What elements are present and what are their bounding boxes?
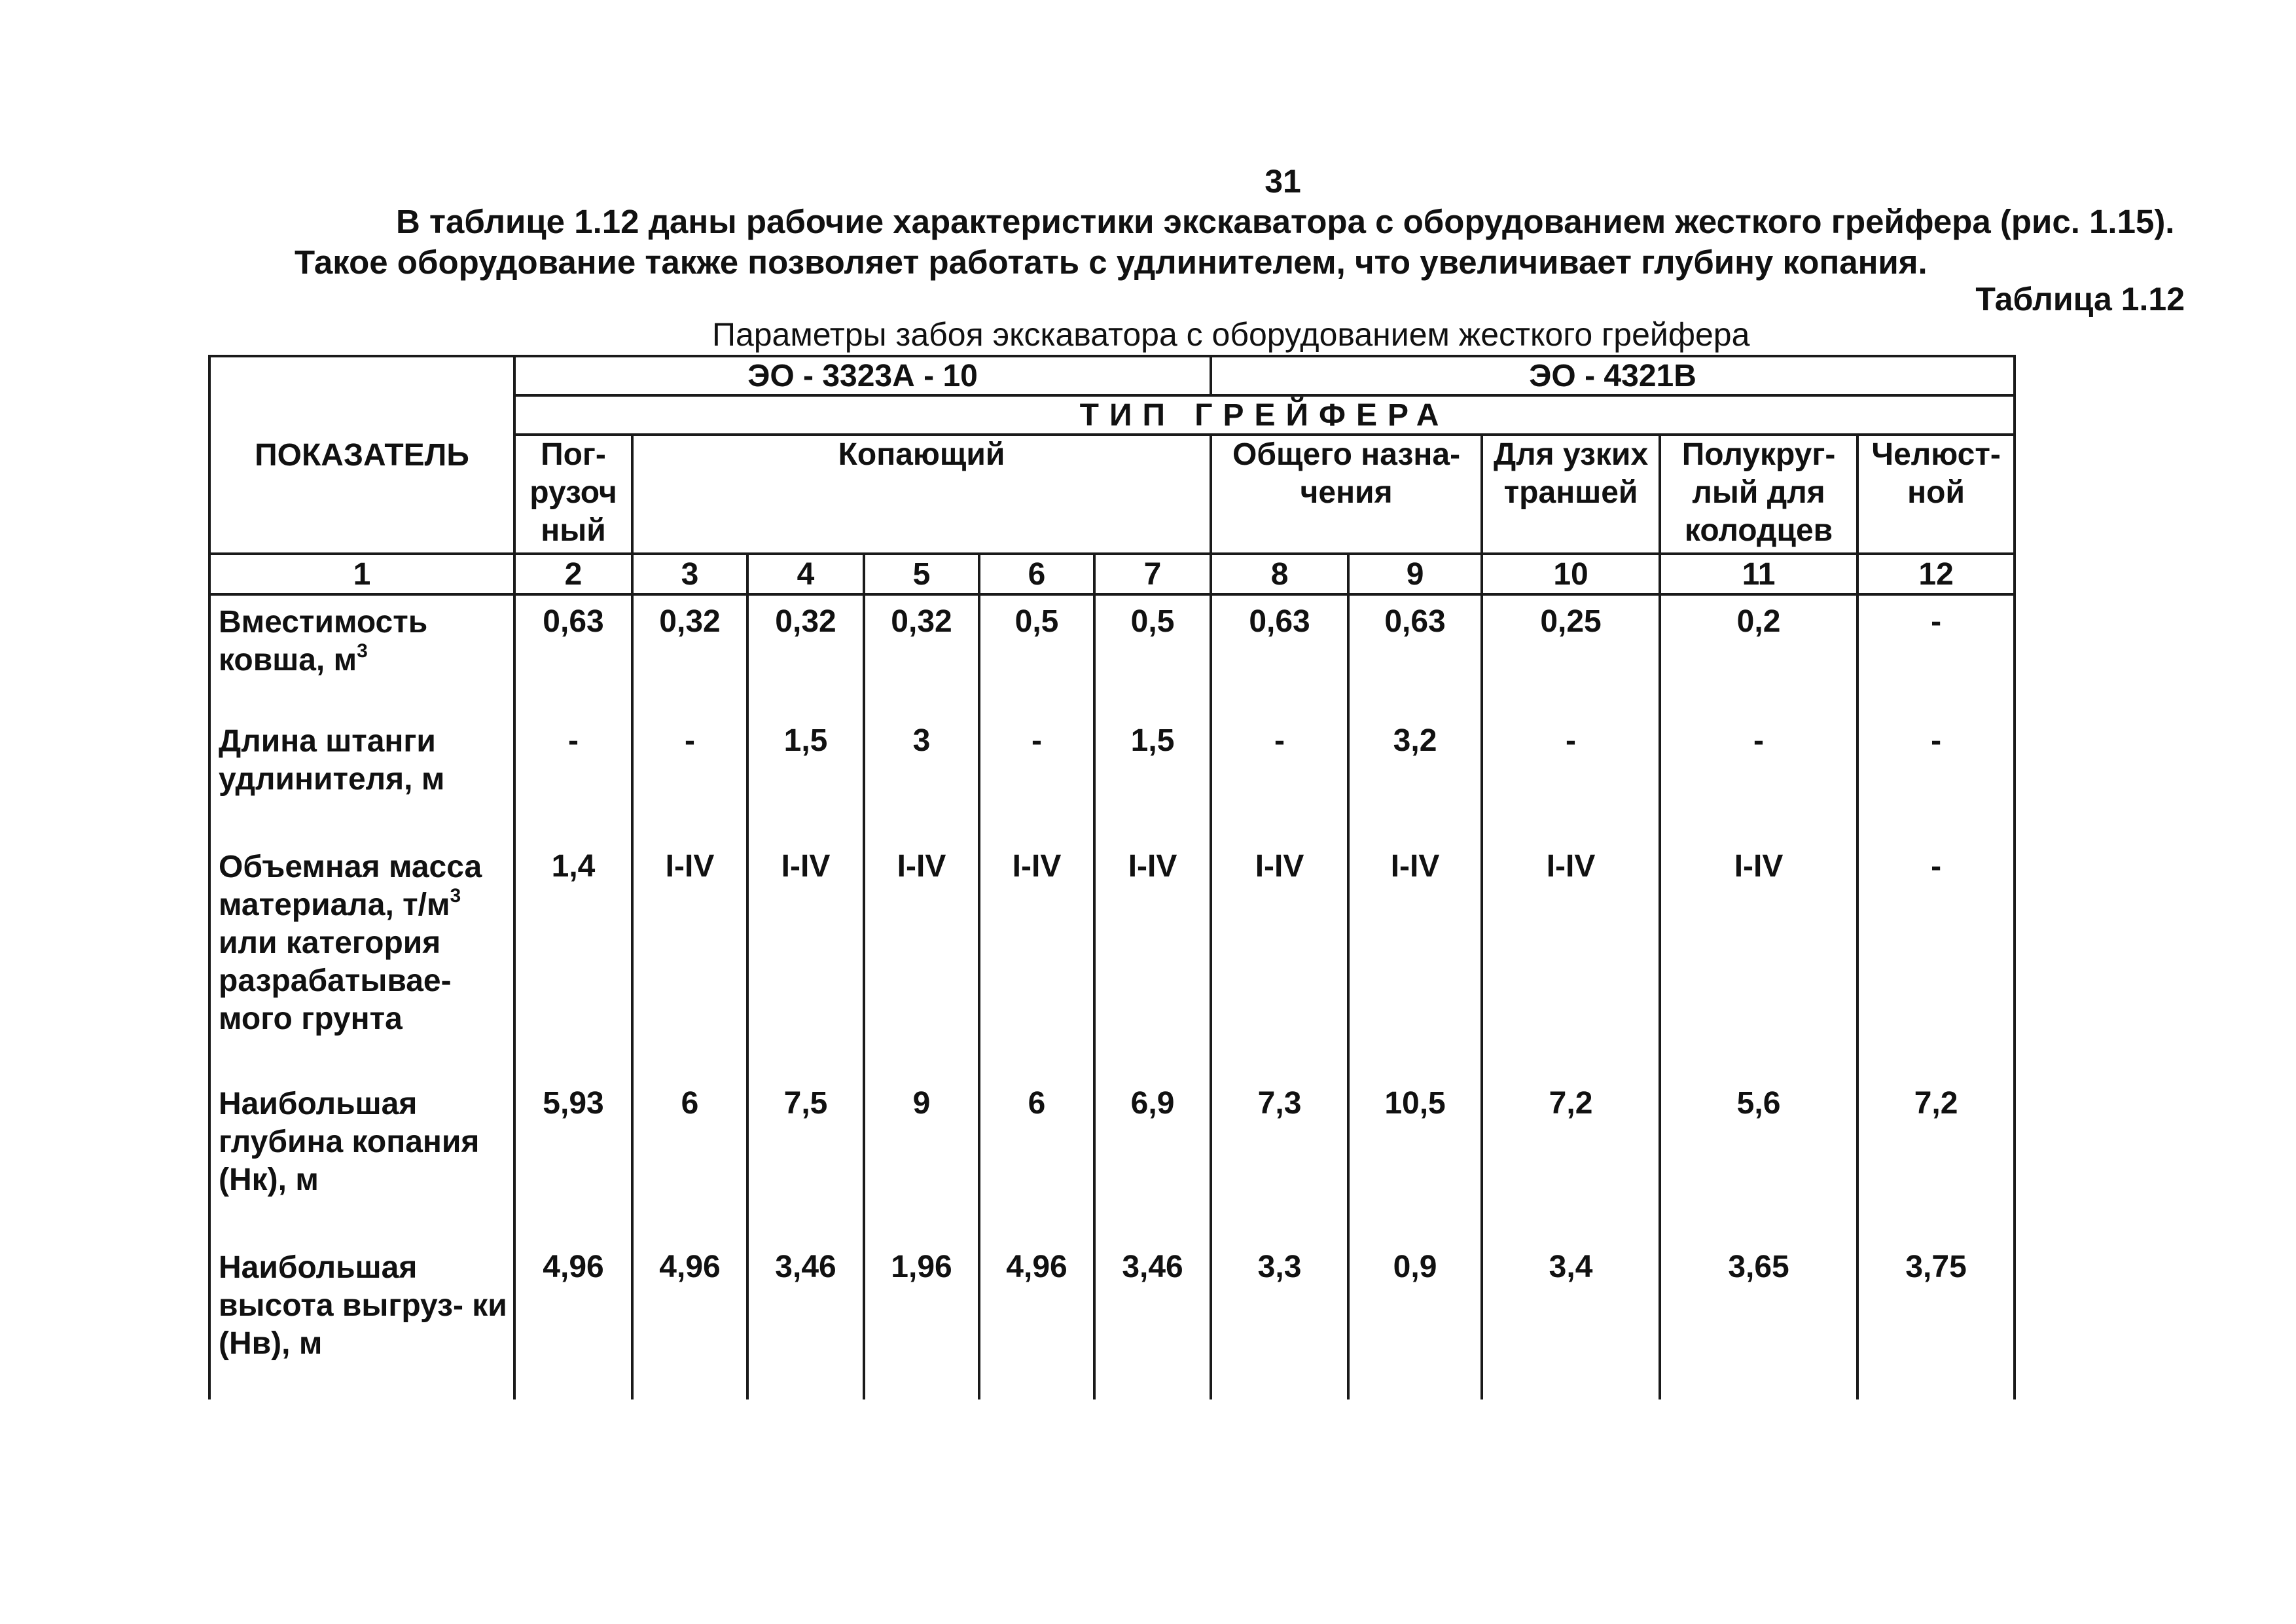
table-cell: 1,5 (1094, 715, 1211, 840)
indicator-header: ПОКАЗАТЕЛЬ (209, 356, 514, 554)
grab-type-semicircular: Полукруг- лый для колодцев (1660, 435, 1857, 554)
table-cell: 0,32 (747, 594, 864, 715)
model-header-eo3323: ЭО - 3323А - 10 (514, 356, 1211, 395)
table-cell: I-IV (1094, 840, 1211, 1077)
column-number: 2 (514, 554, 632, 594)
table-cell: I-IV (1348, 840, 1482, 1077)
table-cell: 0,63 (1348, 594, 1482, 715)
grab-type-narrow: Для узких траншей (1482, 435, 1660, 554)
column-number: 3 (632, 554, 747, 594)
table-cell: - (514, 715, 632, 840)
column-number: 6 (979, 554, 1094, 594)
table-label: Таблица 1.12 (1975, 281, 2185, 317)
table-cell: 7,2 (1857, 1077, 2015, 1241)
table-cell: 0,5 (979, 594, 1094, 715)
table-cell: I-IV (632, 840, 747, 1077)
row-label: Вместимость ковша, $м^3$ (209, 594, 514, 715)
model-header-eo4321: ЭО - 4321В (1211, 356, 2015, 395)
column-number: 9 (1348, 554, 1482, 594)
table-cell: 1,4 (514, 840, 632, 1077)
row-label: Наибольшая глубина копания (Нк), м (209, 1077, 514, 1241)
column-number: 5 (864, 554, 979, 594)
table-cell: 6 (632, 1077, 747, 1241)
table-cell: 9 (864, 1077, 979, 1241)
table-cell: 3,65 (1660, 1241, 1857, 1399)
intro-paragraph (196, 202, 2199, 283)
page-number: 31 (1265, 163, 1301, 200)
column-number: 12 (1857, 554, 2015, 594)
table-cell: 6,9 (1094, 1077, 1211, 1241)
table-caption: Параметры забоя экскаватора с оборудованием жесткого грейфера (712, 316, 1750, 353)
table-row (209, 840, 2015, 1077)
table-row (209, 715, 2015, 840)
table-cell: 3,4 (1482, 1241, 1660, 1399)
table-cell: 7,2 (1482, 1077, 1660, 1241)
column-number: 10 (1482, 554, 1660, 594)
column-number: 4 (747, 554, 864, 594)
grab-type-general: Общего назна- чения (1211, 435, 1482, 554)
table-cell: 0,63 (514, 594, 632, 715)
table-cell: 0,5 (1094, 594, 1211, 715)
table-cell: 3,2 (1348, 715, 1482, 840)
table-row (209, 1241, 2015, 1399)
intro-line-2: Такое оборудование также позволяет работать с удлинителем, что увеличивает глубину копания. (295, 244, 1928, 281)
table-cell: 5,93 (514, 1077, 632, 1241)
table-cell: - (632, 715, 747, 840)
column-number: 8 (1211, 554, 1348, 594)
table-row (209, 594, 2015, 715)
grab-type-digging: Копающий (632, 435, 1211, 554)
table-cell: 1,5 (747, 715, 864, 840)
column-number: 7 (1094, 554, 1211, 594)
table-cell: 1,96 (864, 1241, 979, 1399)
table-cell: 0,2 (1660, 594, 1857, 715)
table-cell: 0,32 (632, 594, 747, 715)
column-number: 11 (1660, 554, 1857, 594)
column-number: 1 (209, 554, 514, 594)
table-cell: 7,5 (747, 1077, 864, 1241)
table-cell: - (1857, 840, 2015, 1077)
table-cell: 4,96 (979, 1241, 1094, 1399)
row-label: Объемная масса материала, $т/м^3$ или категория разрабатывае- мого грунта (209, 840, 514, 1077)
table-cell: 0,9 (1348, 1241, 1482, 1399)
intro-line-1: В таблице 1.12 даны рабочие характеристики экскаватора с оборудованием жесткого грейфера (рис. 1.15). (396, 203, 2175, 240)
grab-type-header: ТИП ГРЕЙФЕРА (514, 395, 2015, 435)
row-label: Наибольшая высота выгруз- ки (Нв), м (209, 1241, 514, 1399)
table-cell: I-IV (1482, 840, 1660, 1077)
table-cell: I-IV (1211, 840, 1348, 1077)
table-cell: 3,75 (1857, 1241, 2015, 1399)
table-cell: 7,3 (1211, 1077, 1348, 1241)
table-cell: - (979, 715, 1094, 840)
parameters-table (208, 355, 2016, 1399)
table-cell: 3 (864, 715, 979, 840)
table-cell: I-IV (1660, 840, 1857, 1077)
table-cell: 3,46 (747, 1241, 864, 1399)
grab-type-loading: Пог- рузоч ный (514, 435, 632, 554)
table-cell: - (1857, 594, 2015, 715)
table-cell: 6 (979, 1077, 1094, 1241)
table-row (209, 1077, 2015, 1241)
table-cell: 0,63 (1211, 594, 1348, 715)
table-cell: 3,46 (1094, 1241, 1211, 1399)
table-cell: I-IV (979, 840, 1094, 1077)
table-cell: 3,3 (1211, 1241, 1348, 1399)
grab-type-jaw: Челюст- ной (1857, 435, 2015, 554)
table-cell: 0,32 (864, 594, 979, 715)
table-cell: - (1482, 715, 1660, 840)
row-label: Длина штанги удлинителя, м (209, 715, 514, 840)
table-cell: 5,6 (1660, 1077, 1857, 1241)
table-cell: 4,96 (632, 1241, 747, 1399)
table-cell: 0,25 (1482, 594, 1660, 715)
table-cell: 10,5 (1348, 1077, 1482, 1241)
table-cell: I-IV (747, 840, 864, 1077)
table-cell: 4,96 (514, 1241, 632, 1399)
table-cell: - (1660, 715, 1857, 840)
table-cell: - (1211, 715, 1348, 840)
table-cell: - (1857, 715, 2015, 840)
table-cell: I-IV (864, 840, 979, 1077)
